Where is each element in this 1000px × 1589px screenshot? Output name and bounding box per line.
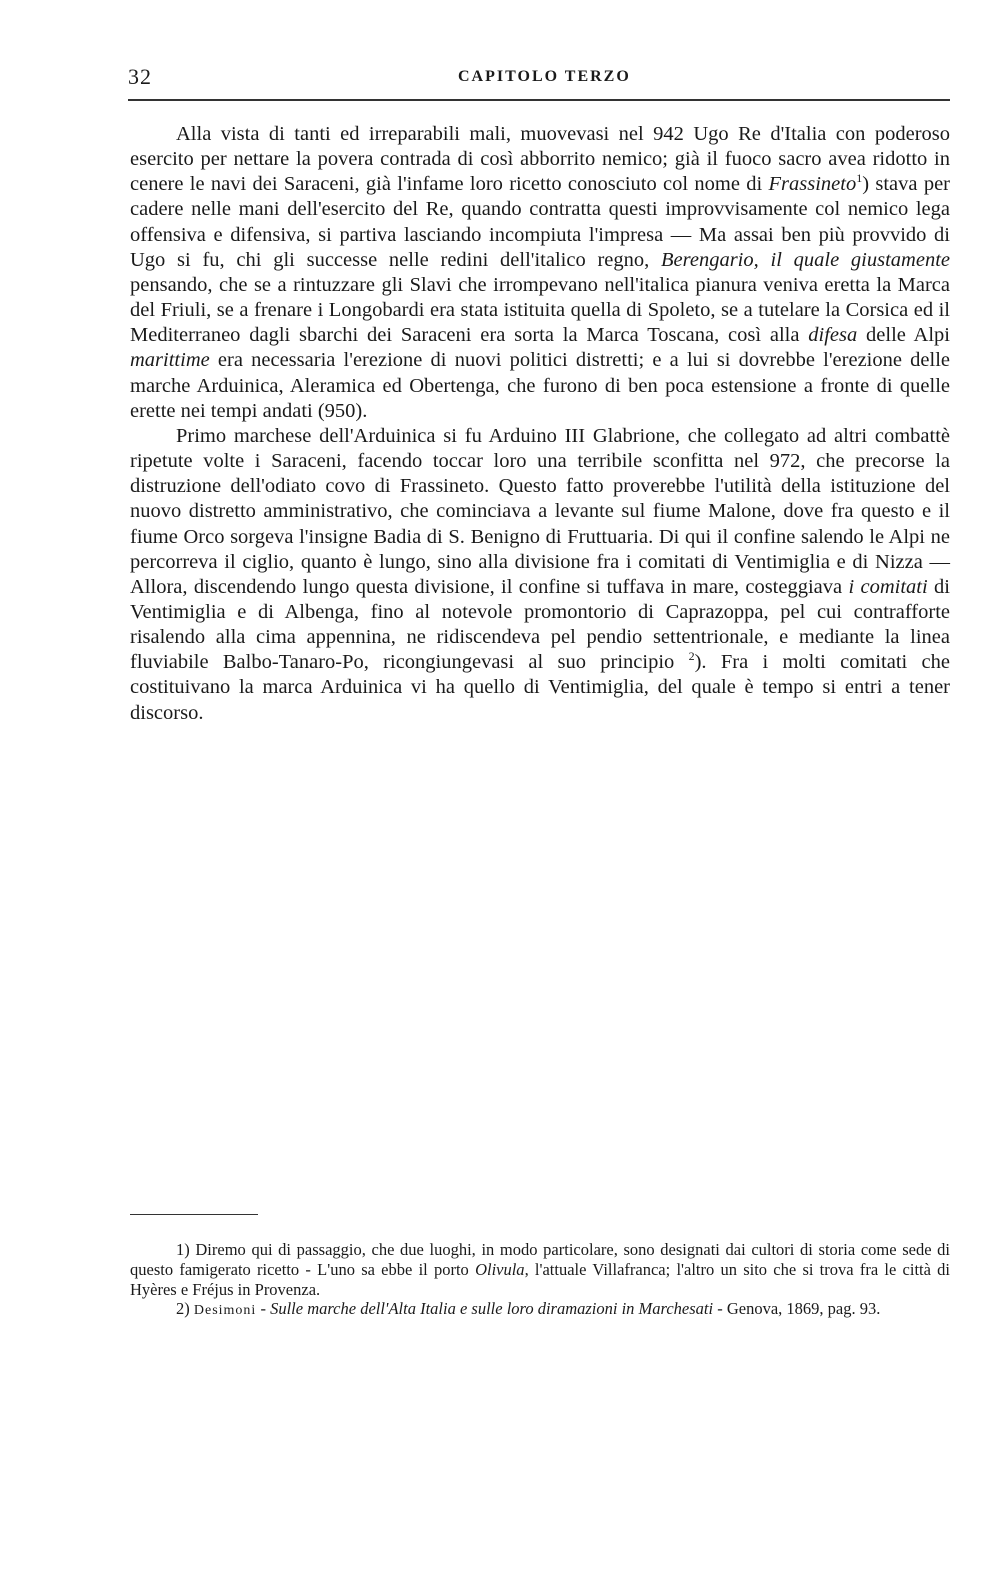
footnote-ref-2: 2 [688, 649, 695, 664]
fn1-olivula: Olivula [475, 1259, 525, 1279]
fn2-title: Sulle marche dell'Alta Italia e sulle loro diramazioni in Marchesati [270, 1299, 714, 1319]
header-rule [128, 99, 950, 101]
running-head: CAPITOLO TERZO [458, 68, 631, 85]
p1-text-5: era necessaria l'erezione di nuovi politici distretti; e a lui si dovrebbe l'erezione delle marche Arduinica, Aleramica ed Obertenga, che furono di ben poca estensione a fronte di quelle erette nei tempi andati (950). [130, 349, 950, 422]
p1-text-4: delle Alpi [857, 324, 951, 347]
p2-comitati: i comitati [848, 575, 928, 598]
page-header [128, 60, 950, 96]
p1-frassineto: Frassineto [768, 173, 857, 196]
p1-difesa: difesa [808, 324, 858, 347]
p1-text-1: Alla vista di tanti ed irreparabili mali, muovevasi nel 942 Ugo Re d'Italia con poderoso esercito per nettare la povera contrada di così abborrito nemico; già il fuoco sacro avea ridotto in cenere le navi dei Saraceni, già l'infame loro ricetto conosciuto col nome di [130, 123, 950, 196]
footnote-2 [130, 1299, 950, 1321]
p1-text-2: ) stava per cadere nelle mani dell'esercito del Re, quando contratta questi improvvisamente col nemico lega offensiva e difensiva, si partiva lasciando incompiuta l'impresa — Ma assai ben più provvido di Ugo si fu, chi gli successe nelle redini dell'italico regno, [130, 173, 950, 271]
footnote-rule [130, 1214, 258, 1215]
p1-text-3: pensando, che se a rintuzzare gli Slavi che irrompevano nell'italica pianura veniva eretta la Marca del Friuli, se a frenare i Longobardi era stata istituita quella di Spoleto, se a tutelare la Corsica ed il Mediterraneo dagli sbarchi dei Saraceni era sorta la Marca Toscana, così alla [130, 273, 950, 347]
fn2-imprint: - Genova, 1869, pag. 93. [713, 1299, 881, 1319]
fn2-dash: - [256, 1299, 271, 1319]
fn2-number: 2) [176, 1299, 194, 1319]
page-number: 32 [128, 64, 152, 89]
p2-text-3: ). Fra i molti comitati che costituivano la marca Arduinica vi ha quello di Ventimiglia, del quale è tempo si entri a tener discorso. [130, 651, 950, 724]
fn1-text-1: 1) Diremo qui di passaggio, che due luoghi, in modo particolare, sono designati dai cultori di storia come sede di questo famigerato ricetto - L'uno sa ebbe il porto [130, 1240, 950, 1279]
footnotes [130, 1240, 950, 1321]
p1-berengario: Berengario, il quale giustamente [661, 248, 950, 271]
body-text [130, 122, 950, 726]
fn1-text-2: , l'attuale Villafranca; l'altro un sito che si trova fra le città di Hyères e Fréjus in Provenza. [130, 1259, 951, 1299]
p2-text-1: Primo marchese dell'Arduinica si fu Arduino III Glabrione, che collegato ad altri combattè ripetute volte i Saraceni, facendo toccar loro una terribile sconfitta nel 972, che precorse la distruzione dell'odiato covo di Frassineto. Questo fatto proverebbe l'utilità della istituzione del nuovo distretto amministrativo, che cominciava a levante sul fiume Malone, dove fra questo e il fiume Orco sorgeva l'insigne Badia di S. Benigno di Fruttuaria. Di qui il confine salendo le Alpi ne percorreva il ciglio, quanto è lungo, sino alla divisione fra i comitati di Ventimiglia e di Nizza — Allora, discendendo lungo questa divisione, il confine si tuffava in mare, costeggiava [130, 424, 950, 598]
fn2-author: Desimoni [193, 1303, 257, 1319]
paragraph-2 [130, 424, 950, 726]
footnote-ref-1: 1 [856, 171, 863, 186]
footnote-1 [130, 1240, 950, 1299]
p2-text-2: di Ventimiglia e di Albenga, fino al notevole promontorio di Caprazoppa, pel cui contrafforte risalendo alla cima appennina, ne ridiscendeva pel pendio settentrionale, e mediante la linea fluviabile Balbo-Tanaro-Po, ricongiungevasi al suo principio [130, 575, 950, 674]
p1-marittime: marittime [130, 349, 210, 372]
paragraph-1 [130, 122, 950, 424]
